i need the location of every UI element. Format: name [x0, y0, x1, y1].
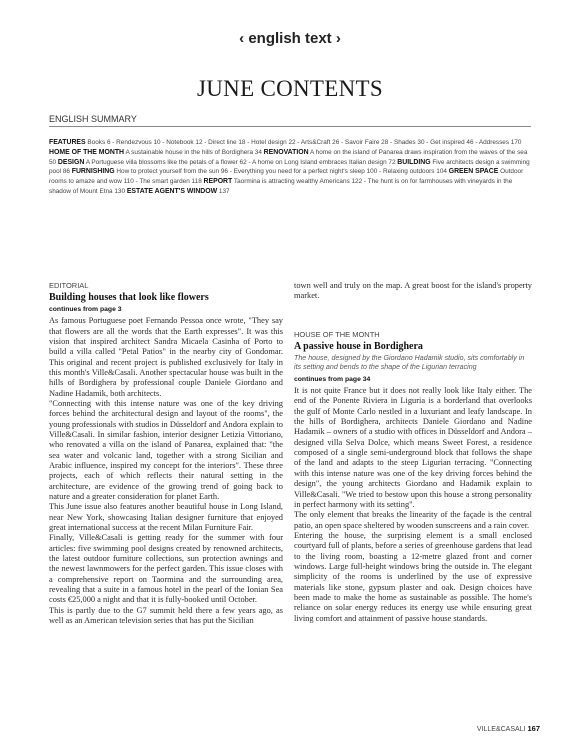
- summary-section-name: FEATURES: [49, 139, 86, 146]
- section-header: ‹ english text ›: [239, 30, 341, 47]
- summary-label: ENGLISH SUMMARY: [49, 114, 137, 124]
- house-of-month-column: [294, 281, 532, 624]
- house-paragraph: Entering the house, the surprising element is a small enclosed courtyard full of plants, before a series of greenhouse gardens that lead to the living room, boasting a 12-metre glazed front and corner windows. Large full-height windows bring the outside in. The elegant simplicity of the rooms is underlined by the use of expressive materials like stone, gypsum plaster and oak. Design choices have been made to make the home as sustainable as possible. The home's reliance on solar energy reduces its energy use while ensuring great living comfort and attainment of passive house standards.: [294, 530, 532, 623]
- summary-section-items: 137: [217, 187, 230, 195]
- summary-section-name: BUILDING: [397, 158, 431, 166]
- editorial-continues: continues from page 3: [49, 305, 122, 313]
- editorial-column: [49, 281, 283, 627]
- summary-divider: [49, 126, 531, 127]
- footer-brand: VILLE&CASALI: [476, 726, 526, 733]
- summary-text: [49, 138, 531, 197]
- editorial-paragraph: As famous Portuguese poet Fernando Pessoa once wrote, "They say that flowers are all the words that the Earth expresses". It was this vision that inspired architect Sandra Micaela Casinha of Porto to build a villa called "Petal Patios" in the nearby city of Gondomar. This original and recent project is published exclusively for Italy in this month's Ville&Casali. Another spectacular house was built in the hills of Bordighera by professional couple Daniele Giordano and Nadine Hadamik, both architects.: [49, 316, 283, 398]
- page-title: JUNE CONTENTS: [197, 76, 383, 101]
- editorial-paragraph: "Connecting with this intense nature was one of the key driving forces behind the architectural design and layout of the rooms", the young professionals with studios in Düsseldorf and Andora explain to Ville&Casali. In similar fashion, interior designer Letizia Vittoriano, who renovated a villa on the island of Panarea, explained that: "the sea water and volcanic land, together with a strong Sicilian and Arabic influence, inspired my concept for the interiors". These three projects, each of which reflects their natural setting in the architecture, are evidence of the growing trend of going back to nature and a greater consideration for planet Earth.: [49, 398, 283, 502]
- summary-section-items: Books 6 - Rendezvous 10 - Notebook 12 - Direct line 18 - Hotel design 22 - Arts&Craft 26 - Savoir Faire 28 - Shades 30 - Get inspired 46 - Addresses 170: [85, 139, 522, 146]
- summary-section-items: Five architects design a swimming pool 86: [49, 158, 530, 176]
- summary-section-items: A Portuguese villa blossoms like the petals of a flower 62 - A home on Long Island embraces Italian design 72: [84, 158, 398, 166]
- summary-section-name: RENOVATION: [263, 148, 309, 156]
- summary-section-items: Outdoor rooms to amaze and wow 110 - The smart garden 118: [49, 168, 524, 186]
- summary-section-name: DESIGN: [57, 158, 85, 166]
- summary-section-name: REPORT: [203, 178, 233, 186]
- page-footer: [420, 724, 540, 733]
- editorial-category: EDITORIAL: [49, 281, 89, 290]
- house-headline: A passive house in Bordighera: [294, 341, 423, 353]
- house-category: HOUSE OF THE MONTH: [294, 329, 380, 339]
- editorial-carryover: town well and truly on the map. A great boost for the island's property market.: [294, 281, 532, 301]
- summary-section-name: HOME OF THE MONTH: [49, 148, 125, 156]
- house-paragraph: The only element that breaks the linearity of the façade is the central patio, an open space sheltered by wooden sunscreens and a rain cover.: [294, 510, 532, 530]
- summary-section-name: GREEN SPACE: [448, 168, 499, 176]
- house-continues: continues from page 34: [294, 375, 371, 383]
- page-number: 167: [527, 724, 540, 733]
- house-subtitle: The house, designed by the Giordano Hadamik studio, sits comfortably in its setting and bends to the shape of the Ligurian terracing: [294, 353, 525, 372]
- summary-section-items: A home on the island of Panarea draws inspiration from the waves of the sea 50: [49, 148, 528, 166]
- editorial-paragraph: This is partly due to the G7 summit held there a few years ago, as well as an American television series that has put the Sicilian: [49, 605, 283, 626]
- summary-section-name: FURNISHING: [71, 168, 115, 176]
- summary-section-items: Taormina is attracting wealthy Americans 122 - The hunt is on for farmhouses with vineyards in the shadow of Mount Etna 130: [49, 178, 513, 195]
- editorial-paragraph: Finally, Ville&Casali is getting ready for the summer with four articles: five swimming pool designs created by renowned architects, the latest outdoor furniture collections, sun protection awnings and the newest lawnmowers for the perfect garden. This issue closes with a comprehensive report on Taormina and the surrounding area, revealing that a suite in a famous hotel in the pearl of the Ionian Sea costs €25,000 a night and that it is fully-booked until October.: [49, 533, 283, 605]
- summary-section-name: ESTATE AGENT'S WINDOW: [126, 187, 218, 195]
- house-paragraph: It is not quite France but it does not really look like Italy either. The end of the Ponente Riviera in Liguria is a borderland that overlooks the gulf of Monte Carlo nestled in a luxuriant and leafy landscape. In the hills of Bordighera, architects Daniele Giordano and Nadine Hadamik – owners of a studio with offices in Düsseldorf and Andora – designed villa Selva Dolce, which means Sweet Forest, a residence composed of a single semi-underground block that follows the shape of the land and adapts to the steep Ligurian terracing. "Connecting with this intense nature was one of the key driving forces behind the design", the young architects Giordano and Hadamik explain to Ville&Casali. "We tried to bestow upon this house a strong personality in perfect harmony with its setting".: [294, 386, 532, 509]
- summary-section-items: How to protect yourself from the sun 96 - Everything you need for a perfect night's sleep 100 - Relaxing outdoors 104: [114, 168, 449, 176]
- editorial-paragraph: This June issue also features another beautiful house in Long Island, near New York, showcasing Italian designer furniture that enjoyed great international success at the recent Milan Furniture Fair.: [49, 502, 283, 533]
- summary-section-items: A sustainable house in the hills of Bordighera 34: [124, 148, 264, 156]
- editorial-headline: Building houses that look like flowers: [49, 292, 209, 304]
